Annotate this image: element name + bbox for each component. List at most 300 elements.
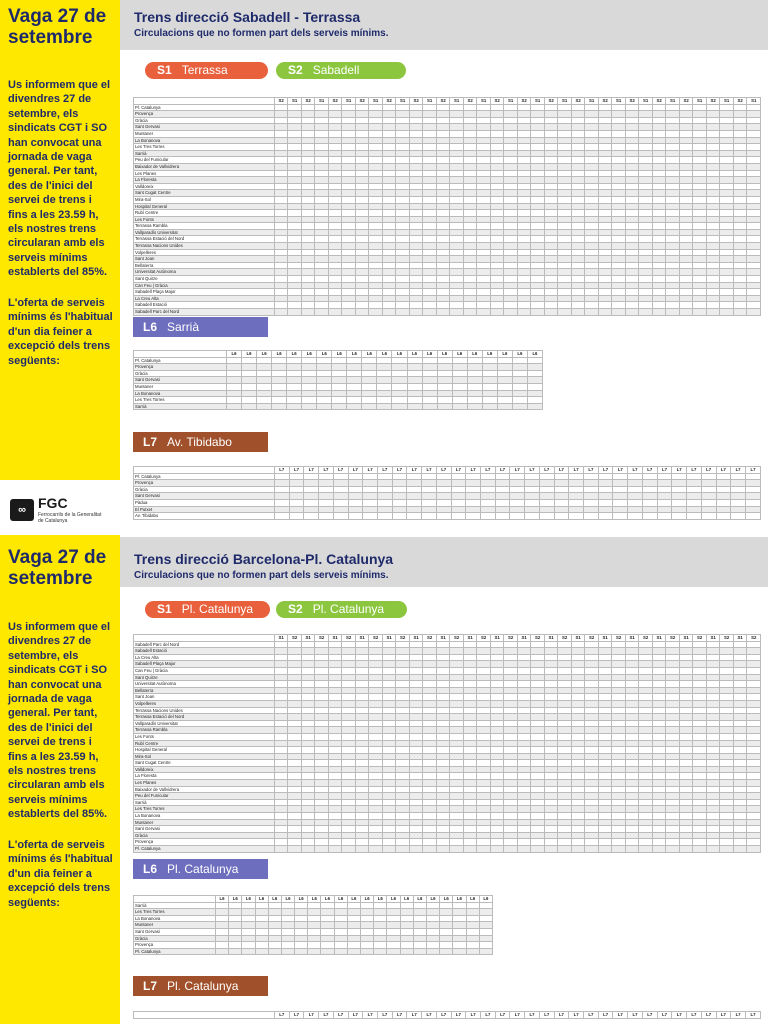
time-cell: [598, 243, 612, 250]
time-cell: [377, 486, 392, 493]
time-cell: [274, 282, 288, 289]
time-cell: [361, 948, 374, 955]
time-cell: [652, 183, 666, 190]
time-cell: [625, 190, 639, 197]
time-cell: [571, 276, 585, 283]
service-column-header: L6: [413, 896, 426, 903]
time-cell: [257, 370, 272, 377]
time-cell: [437, 403, 452, 410]
time-cell: [274, 124, 288, 131]
time-cell: [679, 839, 693, 846]
table-row: [134, 799, 761, 806]
time-cell: [361, 902, 374, 909]
time-cell: [396, 282, 410, 289]
time-cell: [666, 773, 680, 780]
time-cell: [396, 760, 410, 767]
time-cell: [666, 661, 680, 668]
time-cell: [733, 694, 747, 701]
time-cell: [301, 720, 315, 727]
time-cell: [355, 760, 369, 767]
time-cell: [423, 806, 437, 813]
time-cell: [426, 948, 439, 955]
time-cell: [720, 163, 734, 170]
time-cell: [450, 276, 464, 283]
time-cell: [215, 915, 228, 922]
time-cell: [301, 104, 315, 111]
time-cell: [328, 846, 342, 853]
time-cell: [477, 799, 491, 806]
time-cell: [315, 302, 329, 309]
time-cell: [544, 753, 558, 760]
time-cell: [490, 661, 504, 668]
time-cell: [598, 780, 612, 787]
service-column-header: L7: [407, 467, 422, 474]
time-cell: [693, 196, 707, 203]
service-column-header: S2: [396, 635, 410, 642]
time-cell: [747, 707, 761, 714]
l7-timetable: [133, 466, 761, 520]
time-cell: [598, 295, 612, 302]
time-cell: [625, 276, 639, 283]
time-cell: [490, 654, 504, 661]
time-cell: [362, 390, 377, 397]
time-cell: [288, 150, 302, 157]
time-cell: [347, 390, 362, 397]
time-cell: [392, 499, 407, 506]
time-cell: [409, 196, 423, 203]
time-cell: [625, 681, 639, 688]
table-row: [134, 190, 761, 197]
time-cell: [706, 766, 720, 773]
time-cell: [382, 117, 396, 124]
time-cell: [639, 846, 653, 853]
time-cell: [319, 480, 334, 487]
time-cell: [328, 262, 342, 269]
time-cell: [436, 196, 450, 203]
time-cell: [639, 839, 653, 846]
time-cell: [477, 117, 491, 124]
time-cell: [268, 909, 281, 916]
time-cell: [374, 928, 387, 935]
time-cell: [463, 806, 477, 813]
time-cell: [585, 786, 599, 793]
time-cell: [342, 687, 356, 694]
time-cell: [747, 177, 761, 184]
time-cell: [490, 714, 504, 721]
time-cell: [355, 229, 369, 236]
time-cell: [693, 223, 707, 230]
time-cell: [747, 243, 761, 250]
time-cell: [584, 499, 599, 506]
time-cell: [558, 124, 572, 131]
time-cell: [477, 236, 491, 243]
time-cell: [733, 276, 747, 283]
time-cell: [598, 727, 612, 734]
time-cell: [531, 249, 545, 256]
time-cell: [585, 196, 599, 203]
time-cell: [463, 661, 477, 668]
time-cell: [382, 753, 396, 760]
time-cell: [301, 276, 315, 283]
time-cell: [613, 499, 628, 506]
time-cell: [571, 773, 585, 780]
station-name: Les Tres Torres: [134, 397, 227, 404]
time-cell: [436, 780, 450, 787]
time-cell: [517, 832, 531, 839]
time-cell: [409, 674, 423, 681]
time-cell: [407, 357, 422, 364]
time-cell: [585, 144, 599, 151]
time-cell: [450, 302, 464, 309]
time-cell: [585, 733, 599, 740]
time-cell: [304, 473, 319, 480]
time-cell: [436, 262, 450, 269]
time-cell: [450, 117, 464, 124]
time-cell: [301, 157, 315, 164]
time-cell: [517, 223, 531, 230]
station-name: Pl. Catalunya: [134, 104, 275, 111]
time-cell: [639, 183, 653, 190]
fgc-subtitle: Ferrocarrils de la Generalitat de Catalunya: [38, 512, 102, 524]
time-cell: [315, 839, 329, 846]
table-row: [134, 747, 761, 754]
station-name: Provença: [134, 111, 275, 118]
time-cell: [733, 846, 747, 853]
time-cell: [652, 190, 666, 197]
service-column-header: L7: [481, 1012, 496, 1019]
table-row: [134, 720, 761, 727]
time-cell: [490, 694, 504, 701]
time-cell: [544, 839, 558, 846]
time-cell: [295, 922, 308, 929]
time-cell: [598, 733, 612, 740]
time-cell: [531, 236, 545, 243]
time-cell: [328, 806, 342, 813]
time-cell: [301, 137, 315, 144]
time-cell: [289, 486, 304, 493]
time-cell: [666, 846, 680, 853]
time-cell: [369, 196, 383, 203]
time-cell: [679, 256, 693, 263]
time-cell: [369, 667, 383, 674]
time-cell: [409, 163, 423, 170]
time-cell: [369, 157, 383, 164]
time-cell: [272, 397, 287, 404]
time-cell: [436, 513, 451, 520]
time-cell: [733, 111, 747, 118]
time-cell: [652, 282, 666, 289]
time-cell: [396, 309, 410, 316]
time-cell: [544, 249, 558, 256]
time-cell: [274, 513, 289, 520]
time-cell: [342, 727, 356, 734]
time-cell: [666, 733, 680, 740]
time-cell: [747, 216, 761, 223]
line-code: L6: [143, 862, 158, 876]
time-cell: [257, 364, 272, 371]
time-cell: [584, 486, 599, 493]
time-cell: [315, 648, 329, 655]
time-cell: [255, 935, 268, 942]
time-cell: [733, 707, 747, 714]
time-cell: [369, 799, 383, 806]
service-column-header: S1: [328, 635, 342, 642]
time-cell: [504, 780, 518, 787]
time-cell: [409, 654, 423, 661]
time-cell: [317, 370, 332, 377]
time-cell: [733, 648, 747, 655]
time-cell: [720, 223, 734, 230]
service-column-header: L7: [377, 1012, 392, 1019]
time-cell: [342, 229, 356, 236]
time-cell: [423, 674, 437, 681]
time-cell: [450, 309, 464, 316]
time-cell: [585, 249, 599, 256]
time-cell: [450, 243, 464, 250]
time-cell: [625, 157, 639, 164]
time-cell: [679, 714, 693, 721]
time-cell: [377, 364, 392, 371]
time-cell: [242, 390, 257, 397]
time-cell: [347, 902, 360, 909]
time-cell: [257, 397, 272, 404]
time-cell: [490, 727, 504, 734]
time-cell: [571, 157, 585, 164]
time-cell: [585, 687, 599, 694]
time-cell: [531, 740, 545, 747]
time-cell: [598, 249, 612, 256]
time-cell: [544, 641, 558, 648]
time-cell: [426, 909, 439, 916]
time-cell: [504, 170, 518, 177]
time-cell: [301, 641, 315, 648]
time-cell: [436, 229, 450, 236]
station-name: Gràcia: [134, 486, 275, 493]
time-cell: [288, 846, 302, 853]
time-cell: [666, 262, 680, 269]
station-name: Bellaterra: [134, 262, 275, 269]
time-cell: [382, 249, 396, 256]
time-cell: [639, 289, 653, 296]
time-cell: [301, 183, 315, 190]
line-destination: Terrassa: [181, 63, 228, 77]
time-cell: [450, 707, 464, 714]
time-cell: [396, 813, 410, 820]
time-cell: [679, 282, 693, 289]
time-cell: [242, 928, 255, 935]
time-cell: [666, 740, 680, 747]
time-cell: [571, 203, 585, 210]
time-cell: [517, 276, 531, 283]
time-cell: [720, 819, 734, 826]
time-cell: [585, 654, 599, 661]
time-cell: [510, 493, 525, 500]
time-cell: [527, 357, 542, 364]
time-cell: [423, 111, 437, 118]
time-cell: [369, 707, 383, 714]
time-cell: [396, 183, 410, 190]
time-cell: [301, 262, 315, 269]
time-cell: [369, 269, 383, 276]
time-cell: [328, 124, 342, 131]
time-cell: [396, 720, 410, 727]
time-cell: [531, 216, 545, 223]
station-name: La Creu Alta: [134, 295, 275, 302]
service-column-header: S1: [571, 635, 585, 642]
time-cell: [679, 111, 693, 118]
time-cell: [328, 707, 342, 714]
time-cell: [558, 832, 572, 839]
time-cell: [706, 747, 720, 754]
time-cell: [666, 177, 680, 184]
table-row: [134, 674, 761, 681]
time-cell: [531, 130, 545, 137]
time-cell: [693, 799, 707, 806]
time-cell: [544, 681, 558, 688]
service-column-header: L6: [302, 351, 317, 358]
time-cell: [396, 124, 410, 131]
service-column-header: L7: [687, 467, 702, 474]
time-cell: [477, 700, 491, 707]
time-cell: [490, 137, 504, 144]
time-cell: [639, 216, 653, 223]
time-cell: [666, 249, 680, 256]
time-cell: [274, 295, 288, 302]
time-cell: [747, 157, 761, 164]
time-cell: [720, 137, 734, 144]
time-cell: [463, 223, 477, 230]
time-cell: [706, 641, 720, 648]
time-cell: [315, 681, 329, 688]
time-cell: [666, 269, 680, 276]
time-cell: [666, 203, 680, 210]
time-cell: [450, 157, 464, 164]
time-cell: [242, 902, 255, 909]
time-cell: [328, 302, 342, 309]
time-cell: [315, 144, 329, 151]
time-cell: [531, 210, 545, 217]
time-cell: [363, 499, 378, 506]
station-column-header: [134, 98, 275, 105]
time-cell: [598, 720, 612, 727]
time-cell: [517, 190, 531, 197]
time-cell: [497, 377, 512, 384]
station-name: Vallparadís Universitat: [134, 720, 275, 727]
time-cell: [342, 269, 356, 276]
time-cell: [733, 766, 747, 773]
time-cell: [409, 694, 423, 701]
time-cell: [666, 641, 680, 648]
time-cell: [396, 694, 410, 701]
time-cell: [639, 799, 653, 806]
time-cell: [504, 687, 518, 694]
time-cell: [598, 480, 613, 487]
service-column-header: L6: [497, 351, 512, 358]
time-cell: [463, 269, 477, 276]
time-cell: [342, 753, 356, 760]
time-cell: [706, 229, 720, 236]
service-column-header: S2: [315, 635, 329, 642]
time-cell: [301, 733, 315, 740]
service-column-header: L6: [466, 896, 479, 903]
time-cell: [598, 183, 612, 190]
time-cell: [666, 295, 680, 302]
time-cell: [347, 397, 362, 404]
time-cell: [693, 203, 707, 210]
station-name: Les Planes: [134, 170, 275, 177]
time-cell: [625, 813, 639, 820]
time-cell: [255, 902, 268, 909]
time-cell: [301, 302, 315, 309]
time-cell: [598, 210, 612, 217]
time-cell: [396, 256, 410, 263]
time-cell: [342, 793, 356, 800]
time-cell: [436, 641, 450, 648]
time-cell: [490, 681, 504, 688]
time-cell: [315, 183, 329, 190]
time-cell: [413, 915, 426, 922]
time-cell: [242, 357, 257, 364]
service-column-header: S2: [382, 98, 396, 105]
time-cell: [274, 786, 288, 793]
time-cell: [288, 661, 302, 668]
time-cell: [693, 124, 707, 131]
time-cell: [477, 157, 491, 164]
service-column-header: S2: [558, 635, 572, 642]
time-cell: [355, 309, 369, 316]
time-cell: [598, 513, 613, 520]
time-cell: [382, 707, 396, 714]
time-cell: [409, 793, 423, 800]
time-cell: [387, 922, 400, 929]
time-cell: [510, 473, 525, 480]
time-cell: [612, 648, 626, 655]
time-cell: [422, 513, 437, 520]
time-cell: [504, 694, 518, 701]
time-cell: [409, 269, 423, 276]
time-cell: [463, 262, 477, 269]
service-column-header: S1: [477, 98, 491, 105]
time-cell: [342, 309, 356, 316]
time-cell: [369, 137, 383, 144]
table-header-row: [134, 1012, 761, 1019]
time-cell: [585, 163, 599, 170]
time-cell: [382, 256, 396, 263]
time-cell: [679, 846, 693, 853]
time-cell: [463, 282, 477, 289]
service-column-header: L6: [347, 351, 362, 358]
time-cell: [288, 276, 302, 283]
time-cell: [382, 130, 396, 137]
table-row: [134, 707, 761, 714]
time-cell: [467, 390, 482, 397]
line-code: L6: [143, 320, 158, 334]
time-cell: [347, 922, 360, 929]
minimum-services-notice: L'oferta de serveis mínims és l'habitual d'un dia feiner a excepció dels trens següents:: [8, 839, 113, 909]
table-header-row: [134, 635, 761, 642]
time-cell: [328, 733, 342, 740]
time-cell: [467, 357, 482, 364]
time-cell: [355, 276, 369, 283]
time-cell: [639, 262, 653, 269]
time-cell: [347, 909, 360, 916]
time-cell: [347, 377, 362, 384]
time-cell: [289, 499, 304, 506]
time-cell: [571, 309, 585, 316]
time-cell: [288, 229, 302, 236]
time-cell: [747, 839, 761, 846]
time-cell: [288, 687, 302, 694]
